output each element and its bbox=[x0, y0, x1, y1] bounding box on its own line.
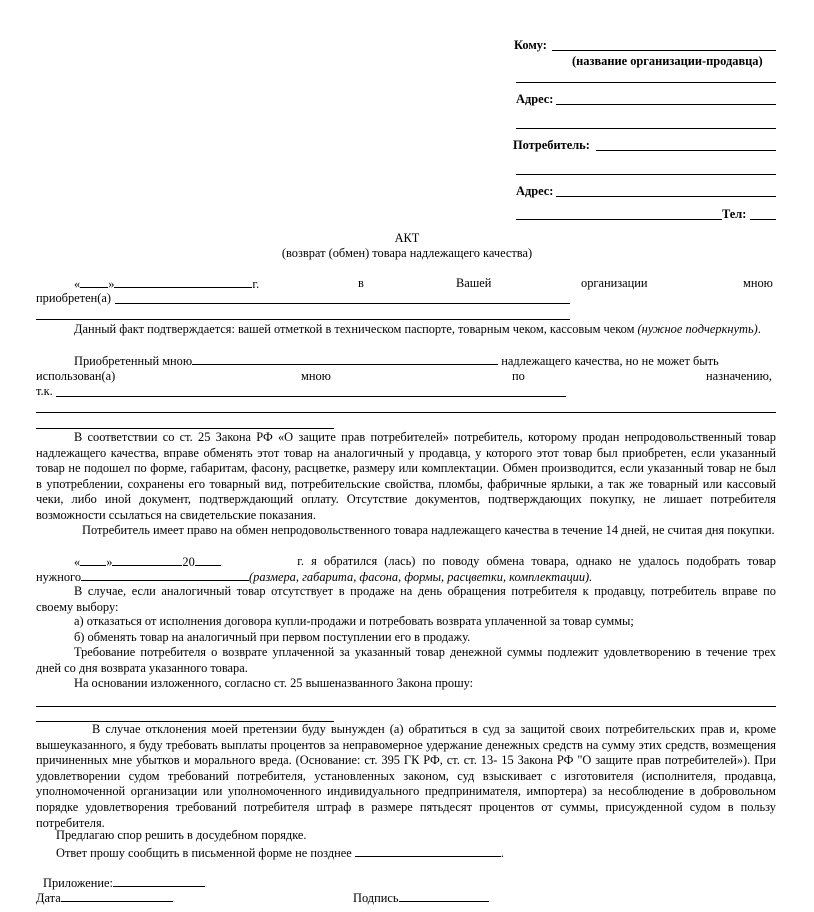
signature-line bbox=[353, 890, 489, 906]
reason-field-2[interactable] bbox=[36, 400, 776, 413]
answer-line bbox=[56, 845, 504, 861]
law-paragraph bbox=[36, 430, 776, 524]
demand-paragraph bbox=[36, 645, 776, 676]
answer-deadline-field[interactable] bbox=[355, 845, 501, 857]
confirm-text: Данный факт подтверждается: вашей отметкой в техническом паспорте, товарным чеком, кассовым чеком bbox=[74, 322, 638, 336]
appeal-line1 bbox=[74, 554, 776, 570]
consumer-address-field-2[interactable] bbox=[516, 207, 722, 220]
reason-label: т.к. bbox=[36, 384, 53, 398]
date-label: Дата bbox=[36, 891, 61, 905]
word-used: использован(а) bbox=[36, 369, 116, 383]
to-field[interactable] bbox=[552, 38, 776, 51]
quote-close: » bbox=[108, 277, 115, 291]
word-vashei: Вашей bbox=[456, 276, 492, 290]
answer-end: . bbox=[500, 846, 504, 860]
acquired-product-field[interactable] bbox=[192, 353, 498, 365]
consumer-label: Потребитель: bbox=[513, 138, 590, 152]
confirm-end: . bbox=[757, 322, 761, 336]
signature-field[interactable] bbox=[399, 890, 489, 902]
attachment-field[interactable] bbox=[113, 875, 205, 887]
word-purpose: назначению, bbox=[706, 369, 773, 383]
appeal-quote-close: » bbox=[106, 555, 113, 569]
quote-open: « bbox=[74, 277, 81, 291]
to-field-2[interactable] bbox=[516, 70, 776, 83]
confirm-note: (нужное подчеркнуть) bbox=[637, 322, 758, 336]
year-suffix: г. bbox=[252, 277, 260, 291]
law-text: В соответствии со ст. 25 Закона РФ «О защите прав потребителей» потребитель, которому продан непродовольственный товар надлежащего качества, вправе обменять этот товар на аналогичный у продавца, у которого этот товар был приобретен, если указанный товар не подошел по форме, габаритам, фасону, расцветке, размеру или комплектации. Обмен производится, если указанный товар не был в употреблении, сохранены его товарный вид, потребительские свойства, пломбы, фабричные ярлыки, а так же товарный или кассовый чеки, либо иной документ, подтверждающий оплату. Отсутствие документов, подтверждающих покупку, не лишает потребителя возможности ссылаться на свидетельские показания. bbox=[36, 430, 776, 522]
acquired-middle: надлежащего качества, но не может быть bbox=[498, 354, 719, 368]
absent-text: В случае, если аналогичный товар отсутствует в продаже на день обращения потребителя к продавцу, потребитель вправе по своему выбору: bbox=[36, 584, 776, 614]
document-subtitle: (возврат (обмен) товара надлежащего качества) bbox=[281, 246, 533, 260]
date-line bbox=[36, 890, 173, 906]
option-b: б) обменять товар на аналогичный при первом поступлении его в продажу. bbox=[74, 630, 471, 644]
seller-address-field[interactable] bbox=[556, 92, 776, 105]
appeal-line2 bbox=[36, 569, 592, 585]
seller-address-field-2[interactable] bbox=[516, 116, 776, 129]
consumer-address-label: Адрес: bbox=[516, 184, 554, 198]
day-field[interactable] bbox=[80, 276, 108, 288]
pretrial-text: Предлагаю спор решить в досудебном порядке. bbox=[56, 828, 307, 842]
document-title: АКТ bbox=[394, 231, 420, 245]
word-organization: организации bbox=[581, 276, 648, 290]
right-paragraph bbox=[36, 523, 776, 539]
attachment-line bbox=[43, 875, 205, 891]
answer-text: Ответ прошу сообщить в письменной форме не позднее bbox=[56, 846, 355, 860]
appeal-year-field[interactable] bbox=[195, 554, 221, 566]
reason-field[interactable] bbox=[56, 384, 566, 397]
court-text: В случае отклонения моей претензии буду вынужден (а) обратиться в суд за защитой своих потребительских прав и, кроме вышеуказанного, я буду требовать выплаты процентов за неправомерное удержание денежных средств на сумму этих средств, возмещения причиненных мне убытков и морального вреда. (Основание: ст. 395 ГК РФ, ст. ст. 13- 15 Закона РФ "О защите прав потребителей»). При удовлетворении судом требований потребителя, установленных законом, суд взыскивает с изготовителя (исполнителя, продавца, уполномоченной организации или уполномоченного индивидуального предпринимателя, импортера) за несоблюдение в добровольном порядке удовлетворения требований потребителя штраф в размере пятьдесят процентов от суммы, присужденной судом в пользу потребителя. bbox=[36, 722, 776, 830]
acquired-start: Приобретенный мною bbox=[74, 354, 193, 368]
month-year-field[interactable] bbox=[114, 276, 252, 288]
court-paragraph bbox=[36, 722, 776, 831]
seller-address-label: Адрес: bbox=[516, 92, 554, 106]
appeal-needed-field[interactable] bbox=[81, 569, 249, 581]
reason-field-3[interactable] bbox=[36, 416, 334, 429]
right-text: Потребитель имеет право на обмен непродовольственного товара надлежащего качества в течение 14 дней, не считая дня покупки. bbox=[82, 523, 775, 537]
date-field[interactable] bbox=[61, 890, 173, 902]
confirm-paragraph bbox=[36, 322, 776, 338]
signature-label: Подпись bbox=[353, 891, 399, 905]
absent-paragraph bbox=[36, 584, 776, 615]
consumer-field-2[interactable] bbox=[516, 162, 776, 175]
appeal-text: г. я обратился (лась) по поводу обмена товара, однако не удалось подобрать товар bbox=[297, 554, 776, 568]
purchase-date bbox=[74, 276, 259, 292]
to-hint: (название организации-продавца) bbox=[572, 54, 763, 68]
acquired-item-field[interactable] bbox=[115, 291, 570, 304]
request-field-2[interactable] bbox=[36, 709, 334, 722]
appeal-year-prefix: 20 bbox=[182, 555, 195, 569]
word-v: в bbox=[358, 276, 364, 290]
attachment-label: Приложение: bbox=[43, 876, 113, 890]
request-field[interactable] bbox=[36, 694, 776, 707]
word-mnoyu-2: мною bbox=[301, 369, 331, 383]
request-text: На основании изложенного, согласно ст. 25 вышеназванного Закона прошу: bbox=[74, 676, 474, 690]
option-a: а) отказаться от исполнения договора купли-продажи и потребовать возврата уплаченной за товар суммы; bbox=[74, 614, 634, 628]
demand-text: Требование потребителя о возврате уплаченной за указанный товар денежной суммы подлежит удовлетворению в течение трех дней со дня возврата указанного товара. bbox=[36, 645, 776, 675]
acquired-para-line1 bbox=[74, 353, 719, 369]
appeal-note: (размера, габарита, фасона, формы, расцветки, комплектации). bbox=[249, 570, 593, 584]
appeal-month-field[interactable] bbox=[112, 554, 182, 566]
phone-field[interactable] bbox=[750, 207, 776, 220]
word-po: по bbox=[512, 369, 525, 383]
acquired-label: приобретен(а) bbox=[36, 291, 111, 305]
appeal-quote-open: « bbox=[74, 555, 81, 569]
consumer-address-field[interactable] bbox=[556, 184, 776, 197]
appeal-needed: нужного bbox=[36, 570, 82, 584]
appeal-day-field[interactable] bbox=[80, 554, 106, 566]
to-label: Кому: bbox=[514, 38, 547, 52]
consumer-field[interactable] bbox=[596, 138, 776, 151]
acquired-item-field-2[interactable] bbox=[36, 307, 570, 320]
word-mnoyu: мною bbox=[743, 276, 773, 290]
phone-label: Тел: bbox=[722, 207, 747, 221]
